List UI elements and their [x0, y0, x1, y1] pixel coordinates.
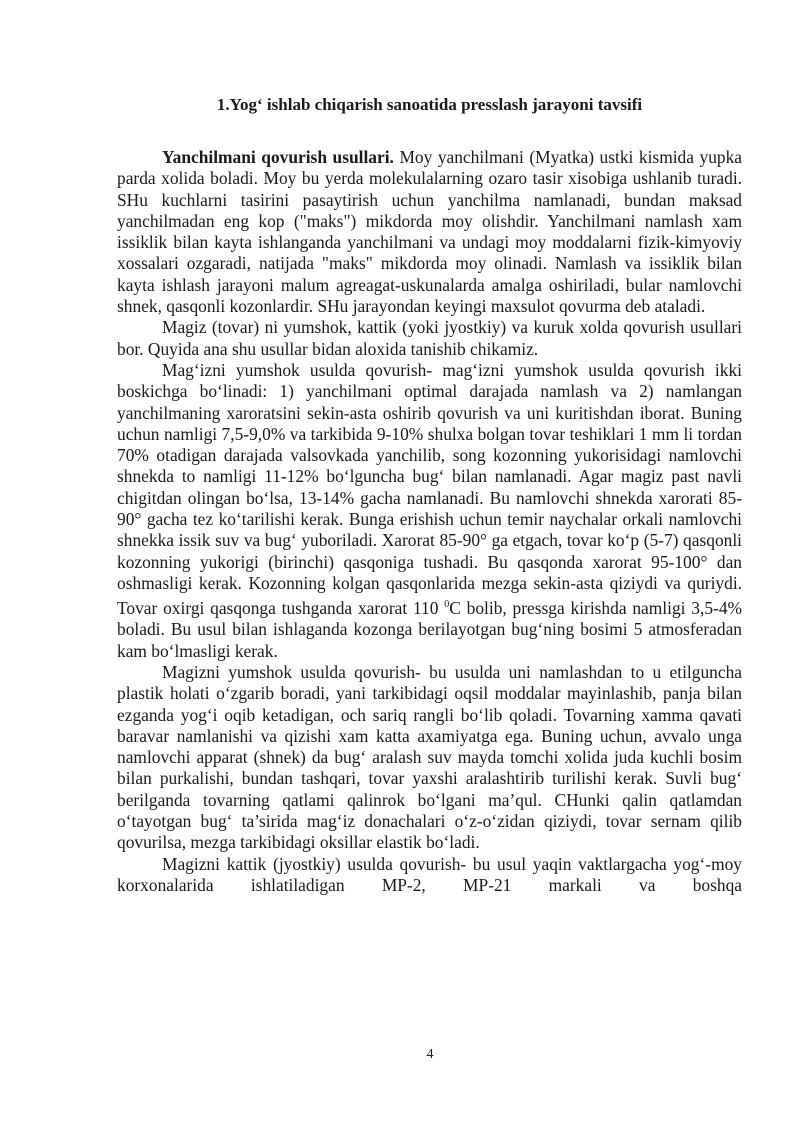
paragraph-text: C bolib, pressga kirishda namligi 3,5-4% boladi. Bu usul bilan ishlaganda kozonga berilayotgan bug‘ning bosimi 5 atmosferadan kam bo‘lmasligi kerak.	[117, 598, 742, 661]
paragraph-5	[117, 854, 742, 897]
degree-superscript: 0	[444, 599, 450, 611]
paragraph-2	[117, 317, 742, 360]
section-title: 1.Yog‘ ishlab chiqarish sanoatida presslash jarayoni tavsifi	[216, 95, 643, 114]
paragraph-text: Magiz (tovar) ni yumshok, kattik (yoki jyostkiy) va kuruk xolda qovurish usullari bor. Quyida ana shu usullar bidan aloxida tanishib chikamiz.	[117, 317, 742, 359]
paragraph-1	[117, 147, 742, 317]
document-body	[117, 147, 742, 896]
paragraph-4	[117, 662, 742, 854]
paragraph-text: Magizni yumshok usulda qovurish- bu usulda uni namlashdan to u etilguncha plastik holati o‘zgarib boradi, yani tarkibidagi oqsil moddalar mayinlashib, panja bilan ezganda yog‘i oqib ketadigan, och sariq rangli bo‘lib qoladi. Tovarning xamma qavati baravar namlanishi va qizishi xam katta axamiyatga ega. Buning uchun, avvalo unga namlovchi apparat (shnek) da bug‘ aralash suv mayda tomchi xolida juda kuchli bosim bilan purkalishi, bundan tashqari, tovar yaxshi aralashtirib turilishi kerak. Suvli bug‘ berilganda tovarning qatlami qalinrok bo‘lgani ma’qul. CHunki qalin qatlamdan o‘tayotgan bug‘ ta’sirida mag‘iz donachalari o‘z-o‘zidan qiziydi, tovar sernam qilib qovurilsa, mezga tarkibidagi oksillar elastik bo‘ladi.	[117, 661, 742, 853]
paragraph-text: Mag‘izni yumshok usulda qovurish- mag‘izni yumshok usulda qovurish ikki boskichga bo‘linadi: 1) yanchilmani optimal darajada namlash va 2) namlangan yanchilmaning xaroratsini sekin-asta oshirib qovurish va uni kuritishdan iborat. Buning uchun namligi 7,5-9,0% va tarkibida 9-10% shulxa bolgan tovar teshiklari 1 mm li tordan 70% otadigan darajada valsovkada yanchilib, song kozonning yukorisidagi namlovchi shnekda to namligi 11-12% bo‘lguncha bug‘ bilan namlanadi. Agar magiz past navli chigitdan olingan bo‘lsa, 13-14% gacha namlanadi. Bu namlovchi shnekda xarorati 85-90° gacha tez ko‘tarilishi kerak. Bunga erishish uchun temir naychalar orkali namlovchi shnekka issik suv va bug‘ yuboriladi. Xarorat 85-90° ga etgach, tovar ko‘p (5-7) qasqonli kozonning yukorigi (birinchi) qasqoniga tushadi. Bu qasqonda xarorat 95-100° dan oshmasligi kerak. Kozonning kolgan qasqonlarida mezga sekin-asta qiziydi va quriydi. Tovar oxirgi qasqonga tushganda xarorat 110	[117, 359, 742, 619]
paragraph-lead: Yanchilmani qovurish usullari.	[162, 147, 394, 167]
paragraph-text: Magizni kattik (jyostkiy) usulda qovurish- bu usul yaqin vaktlargacha yog‘-moy korxonalarida ishlatiladigan MP-2, MP-21 markali va boshqa	[117, 853, 742, 895]
paragraph-3	[117, 360, 742, 662]
paragraph-text: Moy yanchilmani (Myatka) ustki kismida yupka parda xolida boladi. Moy bu yerda molekulalarning ozaro tasir xisobiga ushlanib turadi. SHu kuchlarni tasirini pasaytirish uchun yanchilma namlanadi, bundan maksad yanchilmadan eng kop ("maks") mikdorda moy olishdir. Yanchilmani namlash xam issiklik bilan kayta ishlanganda yanchilmani va undagi moy moddalarni fizik-kimyoviy xossalari ozgaradi, natijada "maks" mikdorda moy olinadi. Namlash va issiklik bilan kayta ishlash jarayoni malum agreagat-uskunalarda amalga oshiriladi, bular namlovchi shnek, qasqonli kozonlardir. SHu jarayondan keyingi maxsulot qovurma deb ataladi.	[117, 147, 743, 317]
page-number: 4	[426, 1047, 434, 1062]
